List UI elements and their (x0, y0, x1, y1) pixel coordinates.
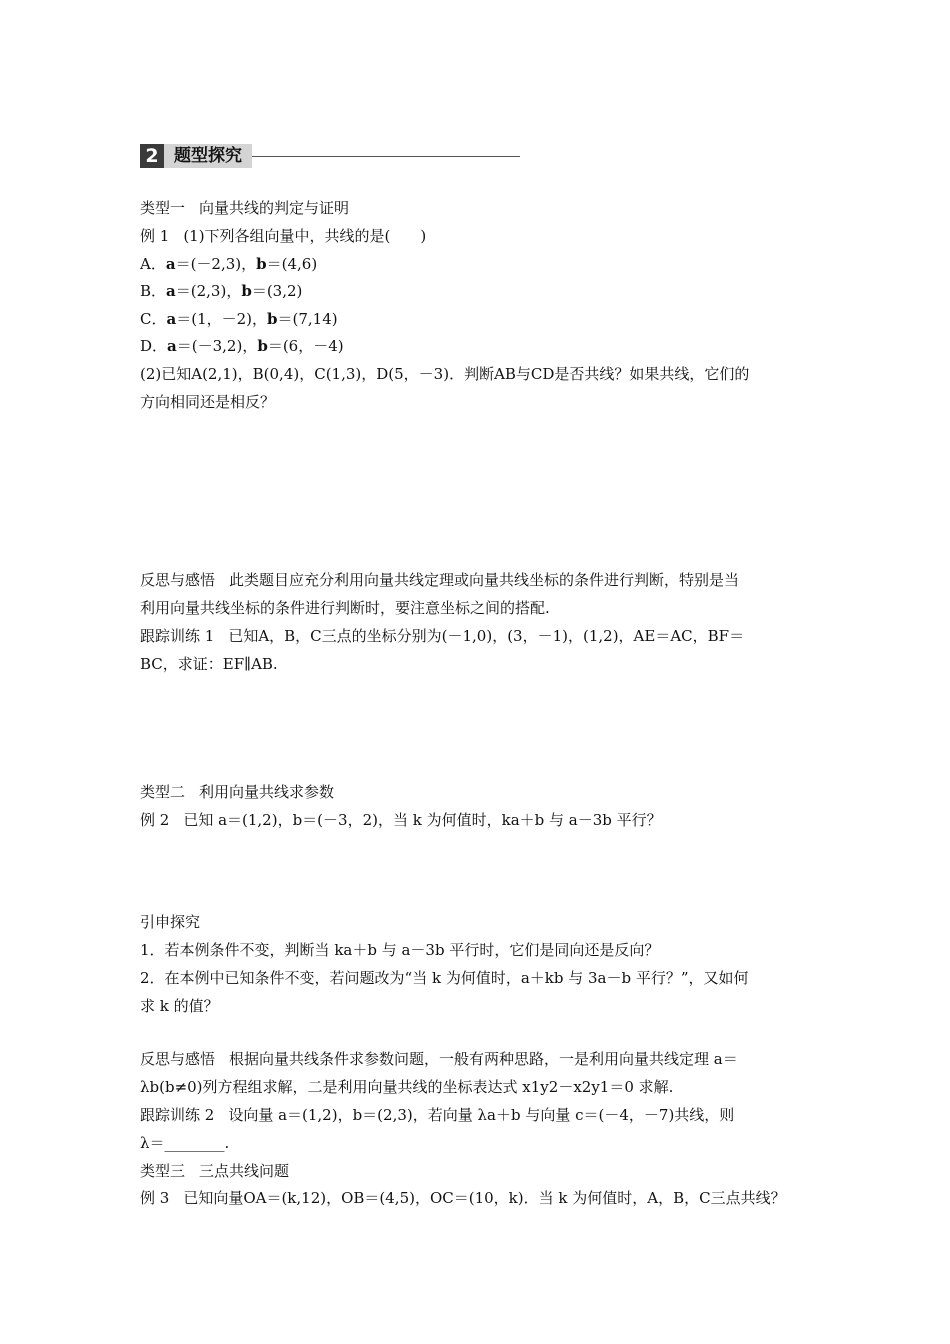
option-a-bv: ＝(4,6) (266, 255, 318, 273)
extend-item1: 1．若本例条件不变，判断当 ka＋b 与 a－3b 平行时，它们是同向还是反向？ (140, 941, 660, 959)
reflect1-label: 反思与感悟 (140, 571, 216, 589)
type1-heading (140, 198, 349, 218)
vector-a: a (166, 282, 176, 300)
ex1-q2-line2: 方向相同还是相反？ (140, 393, 276, 411)
ex1-label: 例 1 (140, 227, 170, 245)
vector-a: a (166, 310, 177, 328)
train1-label: 跟踪训练 1 (140, 627, 215, 645)
section-number: 2 (140, 144, 164, 168)
vector-a: a (165, 255, 176, 273)
option-d-prefix: D． (140, 337, 168, 355)
reflect2-text1: 根据向量共线条件求参数问题，一般有两种思路，一是利用向量共线定理 a＝ (229, 1050, 738, 1068)
train1-line1 (140, 626, 744, 646)
reflect1-line1 (140, 570, 739, 590)
ex1-stem-text: (1)下列各组向量中，共线的是( ) (183, 227, 427, 245)
ex2-text: 已知 a＝(1,2)，b＝(－3，2)，当 k 为何值时，ka＋b 与 a－3b 平行？ (183, 811, 662, 829)
type3-title: 三点共线问题 (199, 1162, 290, 1180)
vector-b: b (267, 310, 278, 328)
option-d-av: ＝(－3,2)， (176, 337, 258, 355)
vector-b: b (256, 255, 267, 273)
ex1-q2-line1: (2)已知A(2,1)，B(0,4)，C(1,3)，D(5，－3)．判断AB与CD是否共线？如果共线，它们的 (140, 365, 750, 383)
reflect1-line2: 利用向量共线坐标的条件进行判断时，要注意坐标之间的搭配. (140, 599, 550, 617)
vector-a: a (167, 337, 177, 355)
vector-b: b (257, 337, 268, 355)
option-a (140, 254, 317, 274)
reflect2-label: 反思与感悟 (140, 1050, 216, 1068)
train2-text1: 设向量 a＝(1,2)，b＝(2,3)，若向量 λa＋b 与向量 c＝(－4，－7)共线，则 (228, 1106, 735, 1124)
ex1-stem (140, 226, 426, 246)
type1-label: 类型一 (140, 199, 186, 217)
option-b-bv: ＝(3,2) (251, 282, 303, 300)
ex3-text: 已知向量OA＝(k,12)，OB＝(4,5)，OC＝(10，k)．当 k 为何值时，A，B，C三点共线？ (183, 1189, 786, 1207)
option-b-prefix: B． (140, 282, 167, 300)
reflect2-line2: λb(b≠0)列方程组求解，二是利用向量共线的坐标表达式 x1y2－x2y1＝0 求解. (140, 1078, 674, 1096)
extend-item2-line2: 求 k 的值？ (140, 997, 219, 1015)
type2-title: 利用向量共线求参数 (199, 783, 335, 801)
vector-b: b (241, 282, 252, 300)
ex2-line (140, 810, 662, 830)
option-d-bv: ＝(6，－4) (267, 337, 344, 355)
type3-heading (140, 1161, 289, 1181)
option-c (140, 309, 338, 329)
train2-label: 跟踪训练 2 (140, 1106, 215, 1124)
type3-label: 类型三 (140, 1162, 186, 1180)
ex2-label: 例 2 (140, 811, 170, 829)
type2-label: 类型二 (140, 783, 186, 801)
section-header (140, 144, 522, 170)
ex3-line (140, 1188, 786, 1208)
option-d (140, 336, 344, 356)
extend-title: 引申探究 (140, 913, 201, 931)
train2-line2: λ＝________. (140, 1134, 230, 1152)
option-a-av: ＝(－2,3)， (175, 255, 257, 273)
option-c-av: ＝(1，－2)， (176, 310, 268, 328)
train1-line2: BC，求证：EF∥AB. (140, 655, 278, 673)
reflect2-line1 (140, 1049, 738, 1069)
type2-heading (140, 782, 334, 802)
option-c-prefix: C． (140, 310, 167, 328)
type1-title: 向量共线的判定与证明 (199, 199, 350, 217)
section-title: 题型探究 (164, 144, 252, 168)
option-b (140, 281, 302, 301)
option-b-av: ＝(2,3)， (175, 282, 242, 300)
option-a-prefix: A． (140, 255, 166, 273)
reflect1-text1: 此类题目应充分利用向量共线定理或向量共线坐标的条件进行判断，特别是当 (229, 571, 740, 589)
header-divider (252, 156, 520, 157)
train1-text1: 已知A，B，C三点的坐标分别为(－1,0)，(3，－1)，(1,2)，AE＝AC，BF＝ (228, 627, 745, 645)
ex3-label: 例 3 (140, 1189, 170, 1207)
train2-line1 (140, 1105, 734, 1125)
option-c-bv: ＝(7,14) (277, 310, 338, 328)
extend-item2-line1: 2．在本例中已知条件不变，若问题改为“当 k 为何值时，a＋kb 与 3a－b 平行？”，又如何 (140, 969, 749, 987)
